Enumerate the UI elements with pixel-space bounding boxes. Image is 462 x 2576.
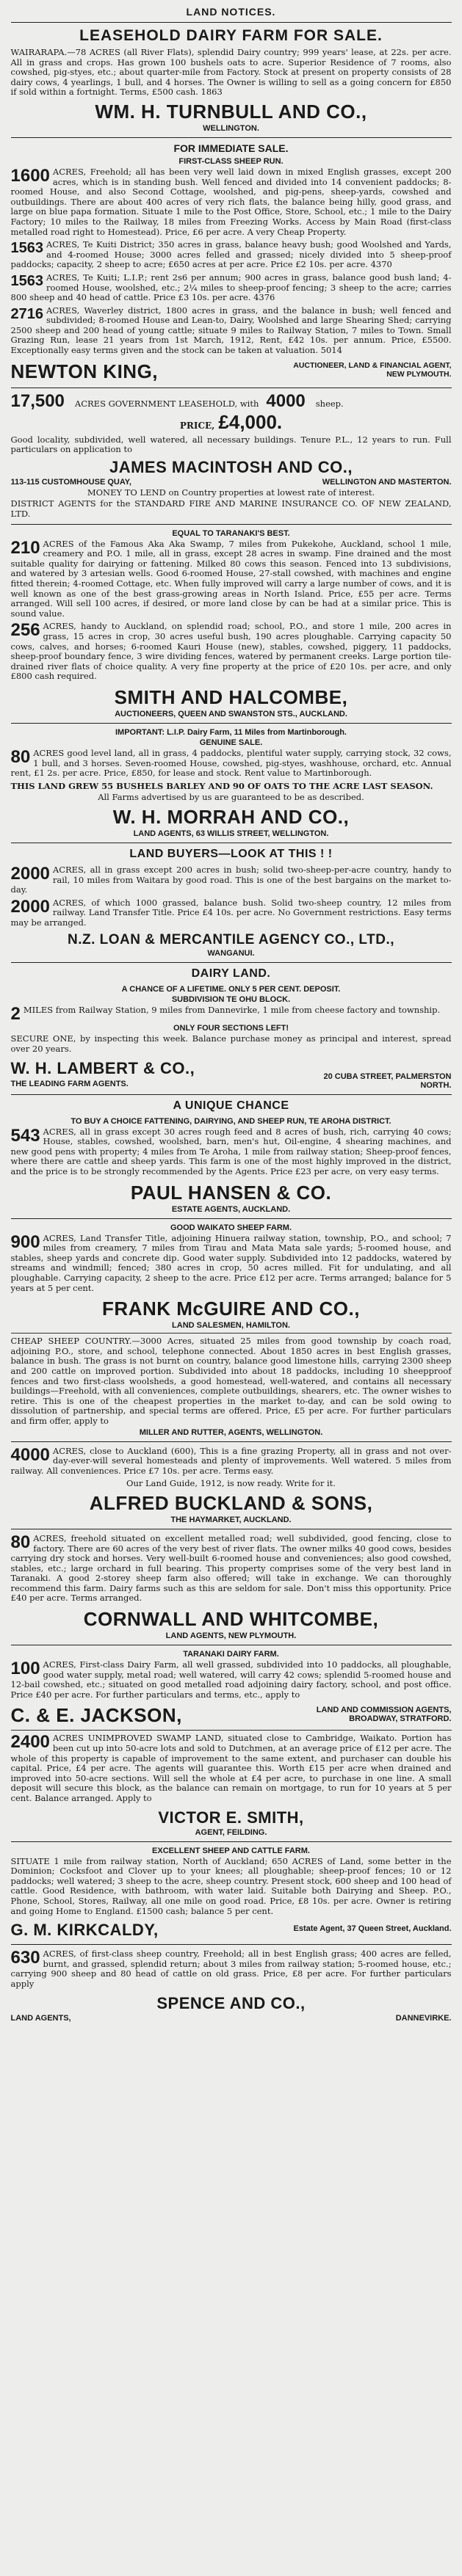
- listing-text: ACRES of the Famous Aka Aka Swamp, 7 miles from Pukekohe, Auckland, school 1 mile, creamery and P.O. 1 mile, all in grass, except 28 acres in swamp. Fine drained and the most suitable quality for dairying or fattening. Milked 80 cows this season. Fenced into 13 subdivisions, and watered by 3 artesian wells. Good 6-roomed House, 27-stall cowshed, with machines and engine fitted therein; 4-roomed Cottage, etc. When fully improved will carry a large number of cows, and it is well known as one of the best grass-growing areas in North Island. Price, £55 per acre. Terms arranged. Will sell 100 acres, if desired, or more land close by can be had at a similar price. This is sound value.: [10, 538, 452, 619]
- ad-subheader: A CHANCE OF A LIFETIME. ONLY 5 PER CENT. DEPOSIT.: [121, 985, 341, 994]
- acreage-lead: 256: [10, 620, 40, 641]
- price-label: PRICE,: [179, 420, 215, 431]
- ad-waikato-sheep-farm: [11, 1223, 452, 1331]
- ad-subheader: TO BUY A CHOICE FATTENING, DAIRYING, AND SHEEP RUN, TE AROHA DISTRICT.: [71, 1116, 391, 1126]
- ad-subheader: FIRST-CLASS SHEEP RUN.: [178, 156, 284, 166]
- ad-ref: 5014: [320, 345, 342, 356]
- ad-header: FOR IMMEDIATE SALE.: [173, 142, 289, 154]
- listing-text: ACRES, close to Auckland (600), This is a fine grazing Property, all in grass and not over-day-ever-will several homesteads and plenty of improvements. Well watered. 5 miles from railway. All conveniences. Price £7 10s. per acre. Terms easy.: [10, 1445, 452, 1476]
- acreage-lead: 17,500: [10, 390, 65, 411]
- ad-header: IMPORTANT: L.I.P. Dairy Farm, 11 Miles from Martinborough.: [115, 727, 347, 737]
- firm-name: VICTOR E. SMITH,: [158, 1808, 304, 1827]
- ad-lip-dairy-farm: [11, 728, 452, 838]
- acreage-lead: 543: [10, 1125, 40, 1146]
- ad-subheader: GENUINE SALE.: [199, 738, 263, 747]
- firm-address-right: DANNEVIRKE.: [395, 2013, 452, 2023]
- ad-land-buyers: [11, 848, 452, 958]
- listing-text: ACRES, handy to Auckland, on splendid road; school, P.O., and store 1 mile, 200 acres in grass, 15 acres in crop, 30 acres useful bush, 190 acres ploughable. Carrying capacity 50 cows, calves, and horses; 6-roomed Kauri House (new), stables, cowshed, piggery, 11 paddocks, sheep-proof boundary fence, 3 wire dividing fences, watered by permanent creeks. Large portion tile-drained river flats of choice quality. A very fine property at the price of £20 10s. per acre, and only £800 cash required.: [10, 621, 452, 682]
- acreage-lead: 1600: [10, 165, 50, 186]
- firm-name: G. M. KIRKCALDY,: [10, 1921, 159, 1940]
- firm-address: 113-115 CUSTOMHOUSE QUAY,: [10, 477, 131, 487]
- firm-address: 20 CUBA STREET, PALMERSTON NORTH.: [323, 1071, 452, 1090]
- divider: [11, 1333, 452, 1334]
- divider: [11, 1441, 452, 1442]
- section-header: LAND NOTICES.: [186, 6, 276, 18]
- divider: [11, 22, 452, 23]
- listing-text: SITUATE 1 mile from railway station, North of Auckland; 650 ACRES of Land, some better in the Dominion; Cocksfoot and Clover up to your knees; all ploughable; sheep-proof fences; 10 or 12 paddocks; well watered; 3 sheep to the acre, sheep country. Present stock, 600 sheep and 100 head of cattle. Good Residence, with bathroom, with water laid. Suitable both Dairying and Sheep. P.O., Phone, School, Stores, Railway, all one mile on good road. Price, £8 10s. per acre. Owner is retiring and going Home to England. £1500 cash; balance 5 per cent.: [10, 1855, 452, 1916]
- firm-address: LAND SALESMEN, HAMILTON.: [172, 1321, 290, 1331]
- ad-taranaki-best: [11, 529, 452, 718]
- firm-name: SMITH AND HALCOMBE,: [114, 685, 348, 708]
- ad-subheader: ONLY FOUR SECTIONS LEFT!: [173, 1024, 289, 1033]
- divider: [11, 962, 452, 963]
- ad-note: Our Land Guide, 1912, is now ready. Write for it.: [126, 1478, 336, 1489]
- ad-dairy-land: [11, 967, 452, 1089]
- ad-government-leasehold: [10, 390, 452, 520]
- divider: [11, 137, 452, 138]
- listing-text: MILES from Railway Station, 9 miles from Dannevirke, 1 mile from cheese factory and township.: [23, 1005, 441, 1016]
- acreage-lead: 630: [10, 1948, 40, 1968]
- ad-banner: A UNIQUE CHANCE: [173, 1099, 289, 1112]
- ad-banner: DAIRY LAND.: [191, 967, 271, 980]
- firm-name: MILLER AND RUTTER, AGENTS, WELLINGTON.: [139, 1427, 323, 1437]
- acreage-lead: 100: [10, 1659, 40, 1679]
- sheep-label: sheep.: [315, 398, 344, 409]
- firm-address: THE HAYMARKET, AUCKLAND.: [170, 1515, 292, 1524]
- ad-header: EXCELLENT SHEEP AND CATTLE FARM.: [152, 1846, 310, 1855]
- listing-text: ACRES, First-class Dairy Farm, all well grassed, subdivided into 10 paddocks, all ploughable, good water supply, metal road; well watered, will carry 42 cows; splendid 5-roomed house and 12-bail cowshed, etc.; situated on good metalled road adjoining dairy factory, school, and post office. Price £40 per acre. For further particulars and terms, etc., apply to: [10, 1659, 452, 1700]
- price: £4,000.: [218, 410, 283, 433]
- firm-name: PAUL HANSEN & CO.: [130, 1181, 332, 1204]
- ad-header: TARANAKI DAIRY FARM.: [183, 1650, 279, 1659]
- firm-name: C. & E. JACKSON,: [10, 1704, 182, 1727]
- listing-text: ACRES UNIMPROVED SWAMP LAND, situated close to Cambridge, Waikato. Portion has been cut up into 50-acre lots and sold to Dutchmen, at an average price of £12 per acre. The whole of this property is capable of improvement to the same extent, and purchaser can double his capital. Price, £4 per acre. The agents will guarantee this. Worth £15 per acre when drained and improved into 50-acre sections. Will sell the whole at £4 per acre, to purchase in one line. A small deposit will secure this block, as the balance can remain on mortgage, to run for 10 years at 5 per cent. Balance arranged. Apply to: [10, 1733, 452, 1803]
- ad-ref: 4370: [370, 259, 392, 270]
- listing-text: [11, 240, 452, 270]
- listing-text: SECURE ONE, by inspecting this week. Balance purchase money as principal and interest, spread over 20 years.: [10, 1033, 452, 1055]
- ad-subheader: SUBDIVISION TE OHU BLOCK.: [171, 995, 291, 1005]
- ad-sheep-and-cattle-farm: [11, 1847, 452, 1940]
- firm-name: NEWTON KING,: [10, 360, 159, 382]
- listing-text: ACRES, Freehold; all has been very well laid down in mixed English grasses, except 200 acres, which is in standing bush. Well fenced and divided into 14 convenient paddocks; 8-roomed House, and also Second Cottage, woolshed, and pig-pens, sheep-yards, cowshed and outbuildings. There are about 400 acres of very rich flats, the balance being hilly, good grass, and large on blue papa formation. Situate 1 mile to the Post Office, Store, School, etc.; 1 mile to the Dairy Factory; 10 miles to the Railway, 18 miles from Freezing Works. Access by Main Road (first-class metalled road right to Homestead). Price, £6 per acre. A very Cheap Property.: [10, 166, 452, 237]
- money-to-lend: MONEY TO LEND on Country properties at lowest rate of interest.: [87, 487, 375, 498]
- firm-address: LAND AGENTS, 63 WILLIS STREET, WELLINGTON.: [133, 829, 329, 838]
- listing-text: ACRES, freehold situated on excellent metalled road; well subdivided, good fencing, close to factory. There are 60 acres of the very best of river flats. The owner milks 40 good cows, besides carrying dry stock and horses. Very well-built 6-roomed house and conveniences; also good cowshed, stables, etc.; large orchard in full bearing. This property comprises some of the very best land in Taranaki. A good 2-storey sheep farm also offered; will take in exchange. We can thoroughly recommend this farm. Dairy farms such as this are seldom for sale. Don't miss this opportunity. Price £40 per acre. Terms arranged.: [10, 1532, 452, 1604]
- listing-text: ACRES, all in grass except 200 acres in bush; solid two-sheep-per-acre country, handy to rail, 10 miles from Waitara by good road. This is one of the best bargains on the market to-day.: [10, 864, 452, 895]
- divider: [11, 723, 452, 724]
- divider: [11, 1841, 452, 1842]
- acreage-lead: 80: [10, 1532, 31, 1552]
- acreage-lead: 2000: [10, 896, 50, 917]
- firm-address-right: WELLINGTON AND MASTERTON.: [322, 477, 452, 487]
- listing-text: ACRES, Land Transfer Title, adjoining Hinuera railway station, township, P.O., and school; 7 miles from creamery, 7 miles from Tirau and Mata Mata sale yards; 5-roomed house, and stables, sheep yards and concrete dip. Good water supply. Subdivided into 12 paddocks, watered by streams and windmill; fenced; 380 acres in crop, 50 acres milled. Fit for undulating, and all ploughable. Carrying capacity, 2 sheep to the acre. Price £12 per acre. Terms arranged; balance for 5 years at 5 per cent.: [10, 1232, 452, 1293]
- ad-header: EQUAL TO TARANAKI'S BEST.: [172, 528, 290, 538]
- listing-body: ACRES, Te Kuiti; L.I.P.; rent 2s6 per annum; 900 acres in grass, balance good bush land; 4-roomed House, woolshed, etc.; 2¼ miles to sheep-proof fencing; 3 sheep to the acre; carries 800 sheep and 40 head of cattle. Price £3 10s. per acre.: [10, 272, 452, 303]
- firm-name: ALFRED BUCKLAND & SONS,: [89, 1491, 373, 1514]
- ad-body-text: WAIRARAPA.—78 ACRES (all River Flats), splendid Dairy country; 999 years' lease, at 22s. per acre. All in grass and crops. Has grown 100 bushels oats to acre. Superior Residence of 7 rooms, also cowshed, pig-styes, etc.; about quarter-mile from Factory. Stock at present on property consists of 28 dairy cows, 4 yearlings, 1 bull, and 4 horses. The Owner is willing to sell as a going concern for £850 if sold within a fortnight. Terms, £500 cash.: [10, 47, 452, 98]
- firm-address: AUCTIONEER, LAND & FINANCIAL AGENT, NEW PLYMOUTH.: [293, 361, 452, 379]
- divider: [11, 524, 452, 525]
- listing-text: CHEAP SHEEP COUNTRY.—3000 Acres, situated 25 miles from good township by coach road, adjoining P.O., store, and school, telephone connected. About 1850 acres in best English grasses, balance in bush. The grass is not burnt on country, balance good limestone hills, carrying 2300 sheep and 200 cattle on improved portion. Subdivided into about 18 paddocks, including 10 sheepproof fences and two first-class woolsheds, a good homestead, well-watered, and contains all necessary buildings—Freehold, with all conveniences, complete outbuildings, shearers, etc. The owner wishes to retire. This is one of the cheapest properties in the market to-day, and can be sold owing to dissolution of partnership, and special terms are offered. Price, £5 per acre. For further particulars and firm offer, apply to: [10, 1336, 452, 1426]
- divider: [11, 1730, 452, 1731]
- listing-text: [11, 273, 452, 303]
- firm-name: WM. H. TURNBULL AND CO.,: [95, 100, 367, 123]
- firm-address: ESTATE AGENTS, AUCKLAND.: [171, 1204, 291, 1214]
- ad-ref: 1863: [201, 87, 223, 98]
- acreage-lead: 2400: [10, 1732, 50, 1753]
- firm-name: CORNWALL AND WHITCOMBE,: [83, 1608, 379, 1631]
- acreage-lead: 1563: [10, 240, 43, 257]
- acreage-lead: 2716: [10, 305, 43, 322]
- firm-address: LAND AGENTS,: [10, 2013, 71, 2023]
- divider: [11, 1944, 452, 1945]
- ad-first-class-sheep-country: [11, 1949, 452, 2022]
- acreage-lead: 2000: [10, 863, 50, 884]
- ad-banner: LAND BUYERS—LOOK AT THIS ! !: [129, 847, 333, 860]
- acreage-lead: 4000: [10, 1444, 50, 1465]
- listing-text: ACRES, of which 1000 grassed, balance bush. Solid two-sheep country, 12 miles from railway. Land Transfer Title. Price £4 10s. per acre. No Government restrictions. Easy terms may be arranged.: [10, 897, 452, 928]
- ad-note: THIS LAND GREW 55 BUSHELS BARLEY AND 90 OF OATS TO THE ACRE LAST SEASON.: [10, 780, 433, 791]
- ad-ref: 4376: [253, 292, 275, 303]
- firm-tagline: THE LEADING FARM AGENTS.: [10, 1079, 129, 1088]
- ad-body: Good locality, subdivided, well watered, all necessary buildings. Tenure P.L., 12 years to run. Full particulars on application to: [10, 434, 452, 455]
- firm-name: W. H. MORRAH AND CO.,: [112, 805, 350, 828]
- ad-leasehold-dairy-farm: [11, 27, 452, 133]
- ad-cheap-sheep-country: [11, 1336, 452, 1436]
- firm-address: AGENT, FEILDING.: [195, 1827, 267, 1837]
- ad-body: [11, 48, 452, 98]
- ad-taranaki-dairy-farm: [11, 1650, 452, 1727]
- ad-swamp-land: [11, 1733, 452, 1836]
- ad-river-flats: [11, 1534, 452, 1640]
- divider: [11, 1218, 452, 1219]
- listing-text: ACRES, of first-class sheep country, Freehold; all in best English grass; 400 acres are felled, burnt, and grassed, splendid return; about 3 miles from railway station; 5-roomed house, etc.; carrying 900 sheep and 80 head of cattle on old grass. Price, £8 per acre. For further particulars apply: [10, 1949, 452, 1989]
- ad-unique-chance: [11, 1099, 452, 1214]
- acreage-lead: 80: [10, 746, 31, 767]
- acreage-lead: 210: [10, 537, 40, 558]
- district-agents: DISTRICT AGENTS for the STANDARD FIRE AND MARINE INSURANCE CO. OF NEW ZEALAND, LTD.: [10, 498, 452, 520]
- firm-name: SPENCE AND CO.,: [156, 1993, 306, 2012]
- firm-name: JAMES MACINTOSH AND CO.,: [109, 457, 353, 476]
- firm-address: WANGANUI.: [207, 949, 255, 958]
- firm-name: N.Z. LOAN & MERCANTILE AGENCY CO., LTD.,: [67, 932, 395, 948]
- listing-text: ACRES, all in grass except 30 acres rough feed and 8 acres of bush, rich, carrying 40 cows; House, stables, cowshed, woolshed, barn, men's hut, Oil-engine, 4 shearing machines, and new good pens with property; 4 miles from Te Aroha, 1 mile from railway station; Sheep-proof fences, where there are cattle and sheep yards. This farm is one of the most highly improved in the district, and the price is to be strongly recommended by the Agents. Price £23 per acre, on very easy terms.: [10, 1126, 452, 1177]
- acreage-lead: 2: [10, 1004, 21, 1025]
- listing-text: [11, 306, 452, 356]
- acreage-lead: 1563: [10, 272, 43, 289]
- ad-sheep-run: [11, 142, 452, 383]
- ad-grazing-property: [10, 1444, 452, 1524]
- divider: [11, 1094, 452, 1095]
- sheep-count: 4000: [266, 390, 306, 411]
- listing-text: ACRES good level land, all in grass, 4 paddocks, plentiful water supply, carrying stock, 32 cows, 1 bull, and 3 horses. Seven-roomed House, cowshed, pig-styes, washhouse, orchard, etc. Annual rent, £1 2s. per acre. Price, £850, for lease and stock. Rent value to Martinborough.: [10, 747, 452, 779]
- firm-address: AUCTIONEERS, QUEEN AND SWANSTON STS., AUCKLAND.: [115, 709, 347, 718]
- firm-address: WELLINGTON.: [203, 123, 259, 133]
- lead-text: ACRES GOVERNMENT LEASEHOLD, with: [74, 398, 259, 409]
- firm-address: LAND AGENTS, NEW PLYMOUTH.: [165, 1631, 297, 1641]
- acreage-lead: 900: [10, 1231, 40, 1252]
- listing-body: ACRES, Te Kuiti District; 350 acres in grass, balance heavy bush; good Woolshed and Yards, and 4-roomed House; 3000 acres felled and grassed; nicely divided into 5 sheep-proof paddocks; capacity, 2 sheep to acre; £650 acres at per acre. Price £2 10s. per acre.: [10, 239, 452, 270]
- ad-header: GOOD WAIKATO SHEEP FARM.: [170, 1223, 292, 1232]
- land-notices-column: [11, 6, 452, 2023]
- firm-address: LAND AND COMMISSION AGENTS, BROADWAY, STRATFORD.: [316, 1705, 452, 1723]
- ad-note: All Farms advertised by us are guaranteed to be as described.: [98, 792, 364, 803]
- firm-address: Estate Agent, 37 Queen Street, Auckland.: [293, 1924, 452, 1934]
- ad-title: LEASEHOLD DAIRY FARM FOR SALE.: [79, 27, 383, 44]
- firm-name: FRANK McGUIRE AND CO.,: [102, 1298, 360, 1320]
- firm-name: W. H. LAMBERT & CO.,: [10, 1058, 195, 1077]
- listing-body: ACRES, Waverley district, 1800 acres in grass, and the balance in bush; well fenced and subdivided; 8-roomed House and Lean-to, Dairy, Woolshed and large Shearing Shed; carrying 2500 sheep and 200 head of young cattle; situate 9 miles to Railway Station, 7 miles to Town. Small Grazing Run, lease 21 years from 1st March, 1912, Rent, £42 10s. per annum. Price, £5500. Exceptionally easy terms given and the stock can be taken at valuation.: [10, 305, 452, 356]
